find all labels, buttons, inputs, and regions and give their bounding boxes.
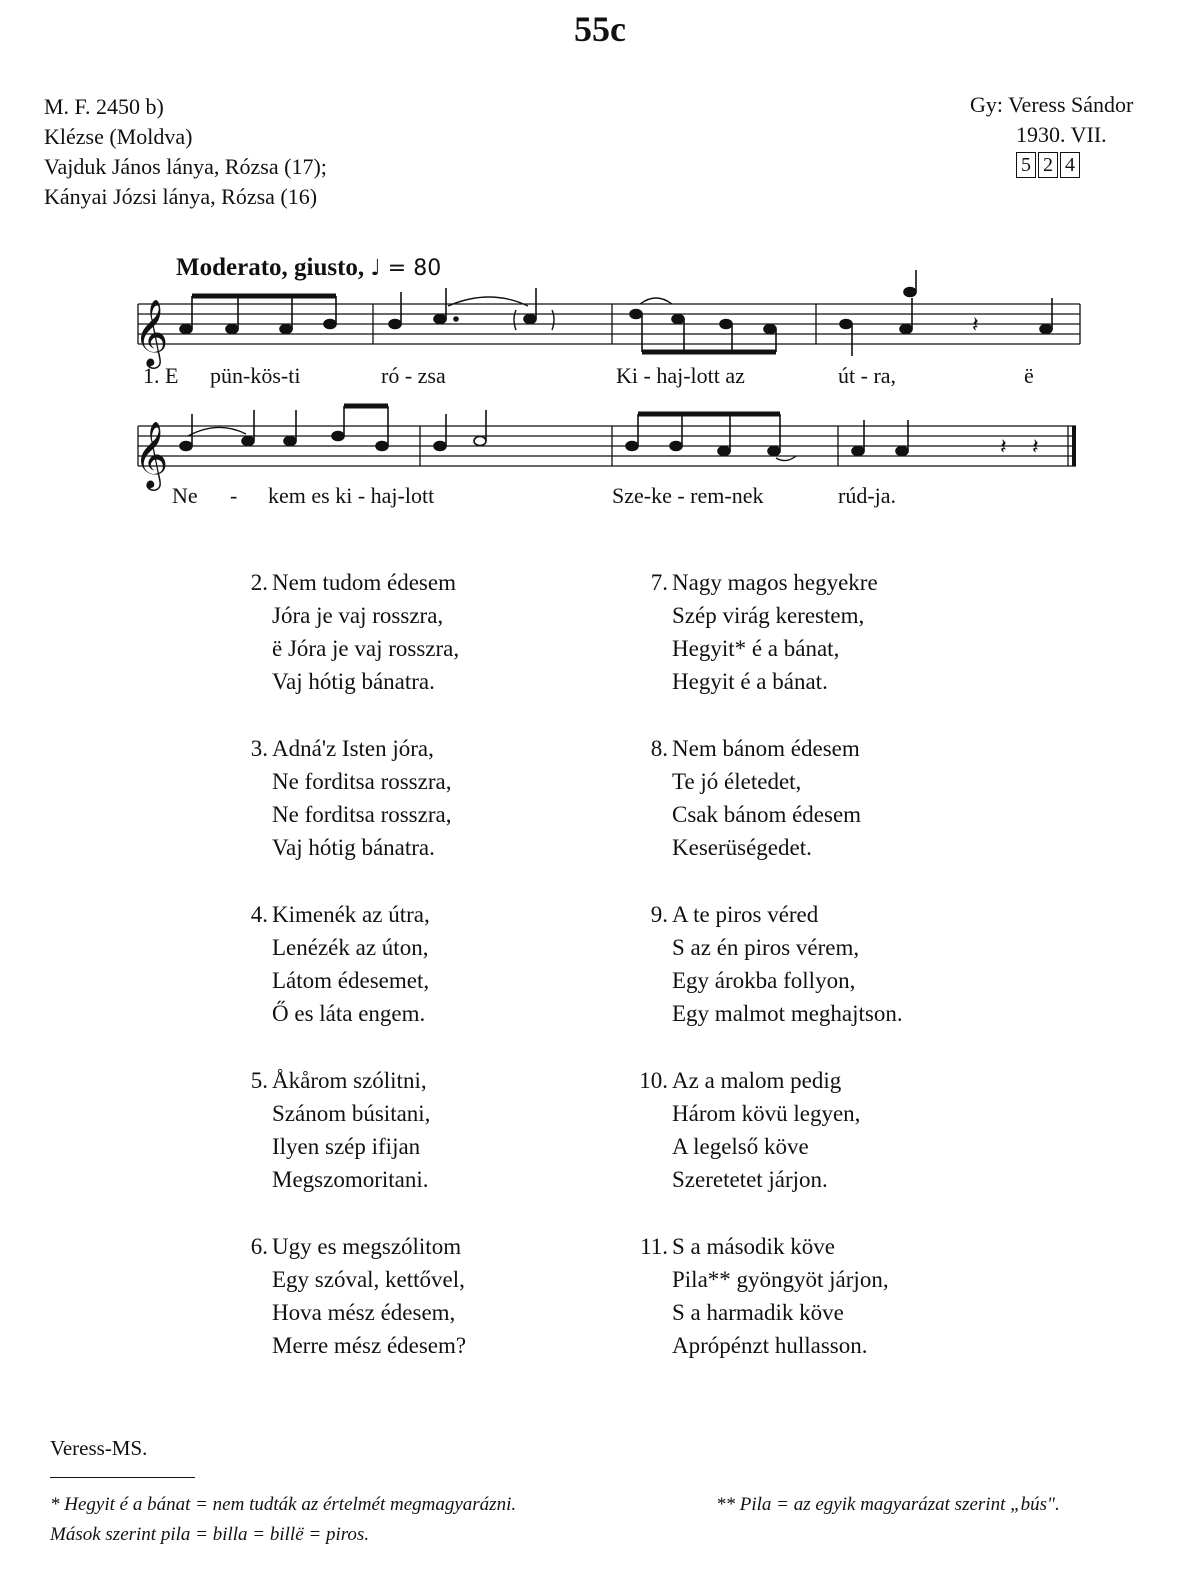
- stanza-line: Kimenék az útra,: [272, 902, 430, 927]
- stanza-line: Adná'z Isten jóra,: [272, 736, 434, 761]
- footnote-divider: [50, 1477, 195, 1478]
- stanza-line: Lenézék az úton,: [272, 935, 429, 960]
- stanza-line: Ne forditsa rosszra,: [272, 769, 452, 794]
- stanza-line: Nem bánom édesem: [672, 736, 860, 761]
- stanza-line: ë Jóra je vaj rosszra,: [272, 636, 460, 661]
- svg-text:𝄽: 𝄽: [972, 313, 979, 338]
- stanza-line: Te jó életedet,: [672, 769, 802, 794]
- stanza-line: Ugy es megszólitom: [272, 1234, 462, 1259]
- tempo-text: Moderato, giusto,: [176, 254, 365, 281]
- stanza-number: 9.: [650, 902, 668, 927]
- lyric-syllable: kem es ki - haj-lott: [268, 483, 435, 508]
- stanza-number: 2.: [250, 570, 268, 595]
- source-line: Kányai Józsi lánya, Rózsa (16): [44, 184, 318, 209]
- stanza-line: Egy árokba follyon,: [672, 968, 856, 993]
- stanza-line: Aprópénzt hullasson.: [672, 1333, 868, 1358]
- stanza-line: Hegyit* é a bánat,: [672, 636, 840, 661]
- stanza-line: Hova mész édesem,: [272, 1300, 456, 1325]
- footnote-1-continued: Mások szerint pila = billa = billë = piros.: [50, 1524, 370, 1545]
- stanza-line: Egy malmot meghajtson.: [672, 1001, 903, 1026]
- collector-name: Gy: Veress Sándor: [970, 92, 1134, 117]
- stanza-line: Szánom búsitani,: [272, 1101, 431, 1126]
- stanza-line: Vaj hótig bánatra.: [272, 835, 435, 860]
- stanza-line: Látom édesemet,: [272, 968, 430, 993]
- collection-date: 1930. VII.: [1016, 122, 1107, 147]
- classification-box: 5: [1016, 152, 1036, 178]
- lyric-syllable: -: [230, 483, 238, 508]
- stanza-line: Három kövü legyen,: [672, 1101, 861, 1126]
- stanza-line: Ne forditsa rosszra,: [272, 802, 452, 827]
- stanza-number: 7.: [650, 570, 668, 595]
- stanza-line: Jóra je vaj rosszra,: [272, 603, 444, 628]
- stanza-line: Ő es láta engem.: [272, 1001, 426, 1026]
- stanza-line: Pila** gyöngyöt járjon,: [672, 1267, 889, 1292]
- lyric-syllable: pün-kös-ti: [210, 363, 301, 388]
- lyric-syllable: Sze-ke - rem-nek: [612, 483, 764, 508]
- stanza-number: 6.: [250, 1234, 268, 1259]
- lyric-syllable: 1. E: [143, 363, 179, 388]
- stanza-line: Nem tudom édesem: [272, 570, 456, 595]
- music-staff-2: [0, 392, 1200, 492]
- stanza-line: Hegyit é a bánat.: [672, 669, 828, 694]
- stanza-number: 3.: [250, 736, 268, 761]
- footnote-1: * Hegyit é a bánat = nem tudták az értelmét megmagyarázni.: [50, 1494, 517, 1515]
- footnote-2: ** Pila = az egyik magyarázat szerint „bús".: [716, 1494, 1060, 1515]
- stanza-line: Keserüségedet.: [672, 835, 812, 860]
- stanza-line: A te piros véred: [672, 902, 819, 927]
- source-info: [44, 92, 327, 212]
- source-line: Vajduk János lánya, Rózsa (17);: [44, 154, 327, 179]
- stanza-number: 4.: [250, 902, 268, 927]
- stanza-line: Szeretetet járjon.: [672, 1167, 828, 1192]
- source-line: Klézse (Moldva): [44, 124, 193, 149]
- stanza-number: 5.: [250, 1068, 268, 1093]
- treble-clef-icon: 𝄞: [134, 420, 169, 488]
- stanza-number: 8.: [650, 736, 668, 761]
- stanza-line: S a harmadik köve: [672, 1300, 844, 1325]
- stanza-line: Ilyen szép ifijan: [272, 1134, 421, 1159]
- stanza-line: Merre mész édesem?: [272, 1333, 467, 1358]
- lyric-syllable: út - ra,: [838, 363, 897, 388]
- stanza-line: Egy szóval, kettővel,: [272, 1267, 465, 1292]
- classification-box: 2: [1038, 152, 1058, 178]
- stanza-line: Az a malom pedig: [672, 1068, 842, 1093]
- svg-text:𝄽: 𝄽: [1032, 435, 1039, 460]
- stanza-line: S az én piros vérem,: [672, 935, 860, 960]
- stanza-line: Megszomoritani.: [272, 1167, 429, 1192]
- lyric-syllable: Ki - haj-lott az: [616, 363, 745, 388]
- stanza-number: 11.: [640, 1234, 668, 1259]
- source-line: M. F. 2450 b): [44, 94, 164, 119]
- collector-info: [970, 90, 1133, 178]
- stanza-line: S a második köve: [672, 1234, 835, 1259]
- stanza-line: Åkårom szólitni,: [272, 1068, 427, 1093]
- page-number: 55c: [574, 9, 626, 49]
- classification-box: 4: [1060, 152, 1080, 178]
- lyric-syllable: ë: [1024, 363, 1034, 388]
- treble-clef-icon: 𝄞: [134, 298, 169, 366]
- archive-reference: Veress-MS.: [50, 1436, 148, 1460]
- stanza-line: Vaj hótig bánatra.: [272, 669, 435, 694]
- stanza-line: A legelső köve: [672, 1134, 809, 1159]
- svg-text:𝄽: 𝄽: [1000, 435, 1007, 460]
- stanza-line: Csak bánom édesem: [672, 802, 862, 827]
- stanza-number: 10.: [639, 1068, 668, 1093]
- stanza-line: Nagy magos hegyekre: [672, 570, 878, 595]
- classification-boxes: [970, 152, 1133, 178]
- music-staff-1: [0, 270, 1200, 370]
- lyric-syllable: rúd-ja.: [838, 483, 897, 508]
- lyric-syllable: ró - zsa: [381, 363, 446, 388]
- stanza-line: Szép virág kerestem,: [672, 603, 865, 628]
- lyric-syllable: Ne: [172, 483, 198, 508]
- metronome-mark: ♩ = 80: [370, 256, 442, 281]
